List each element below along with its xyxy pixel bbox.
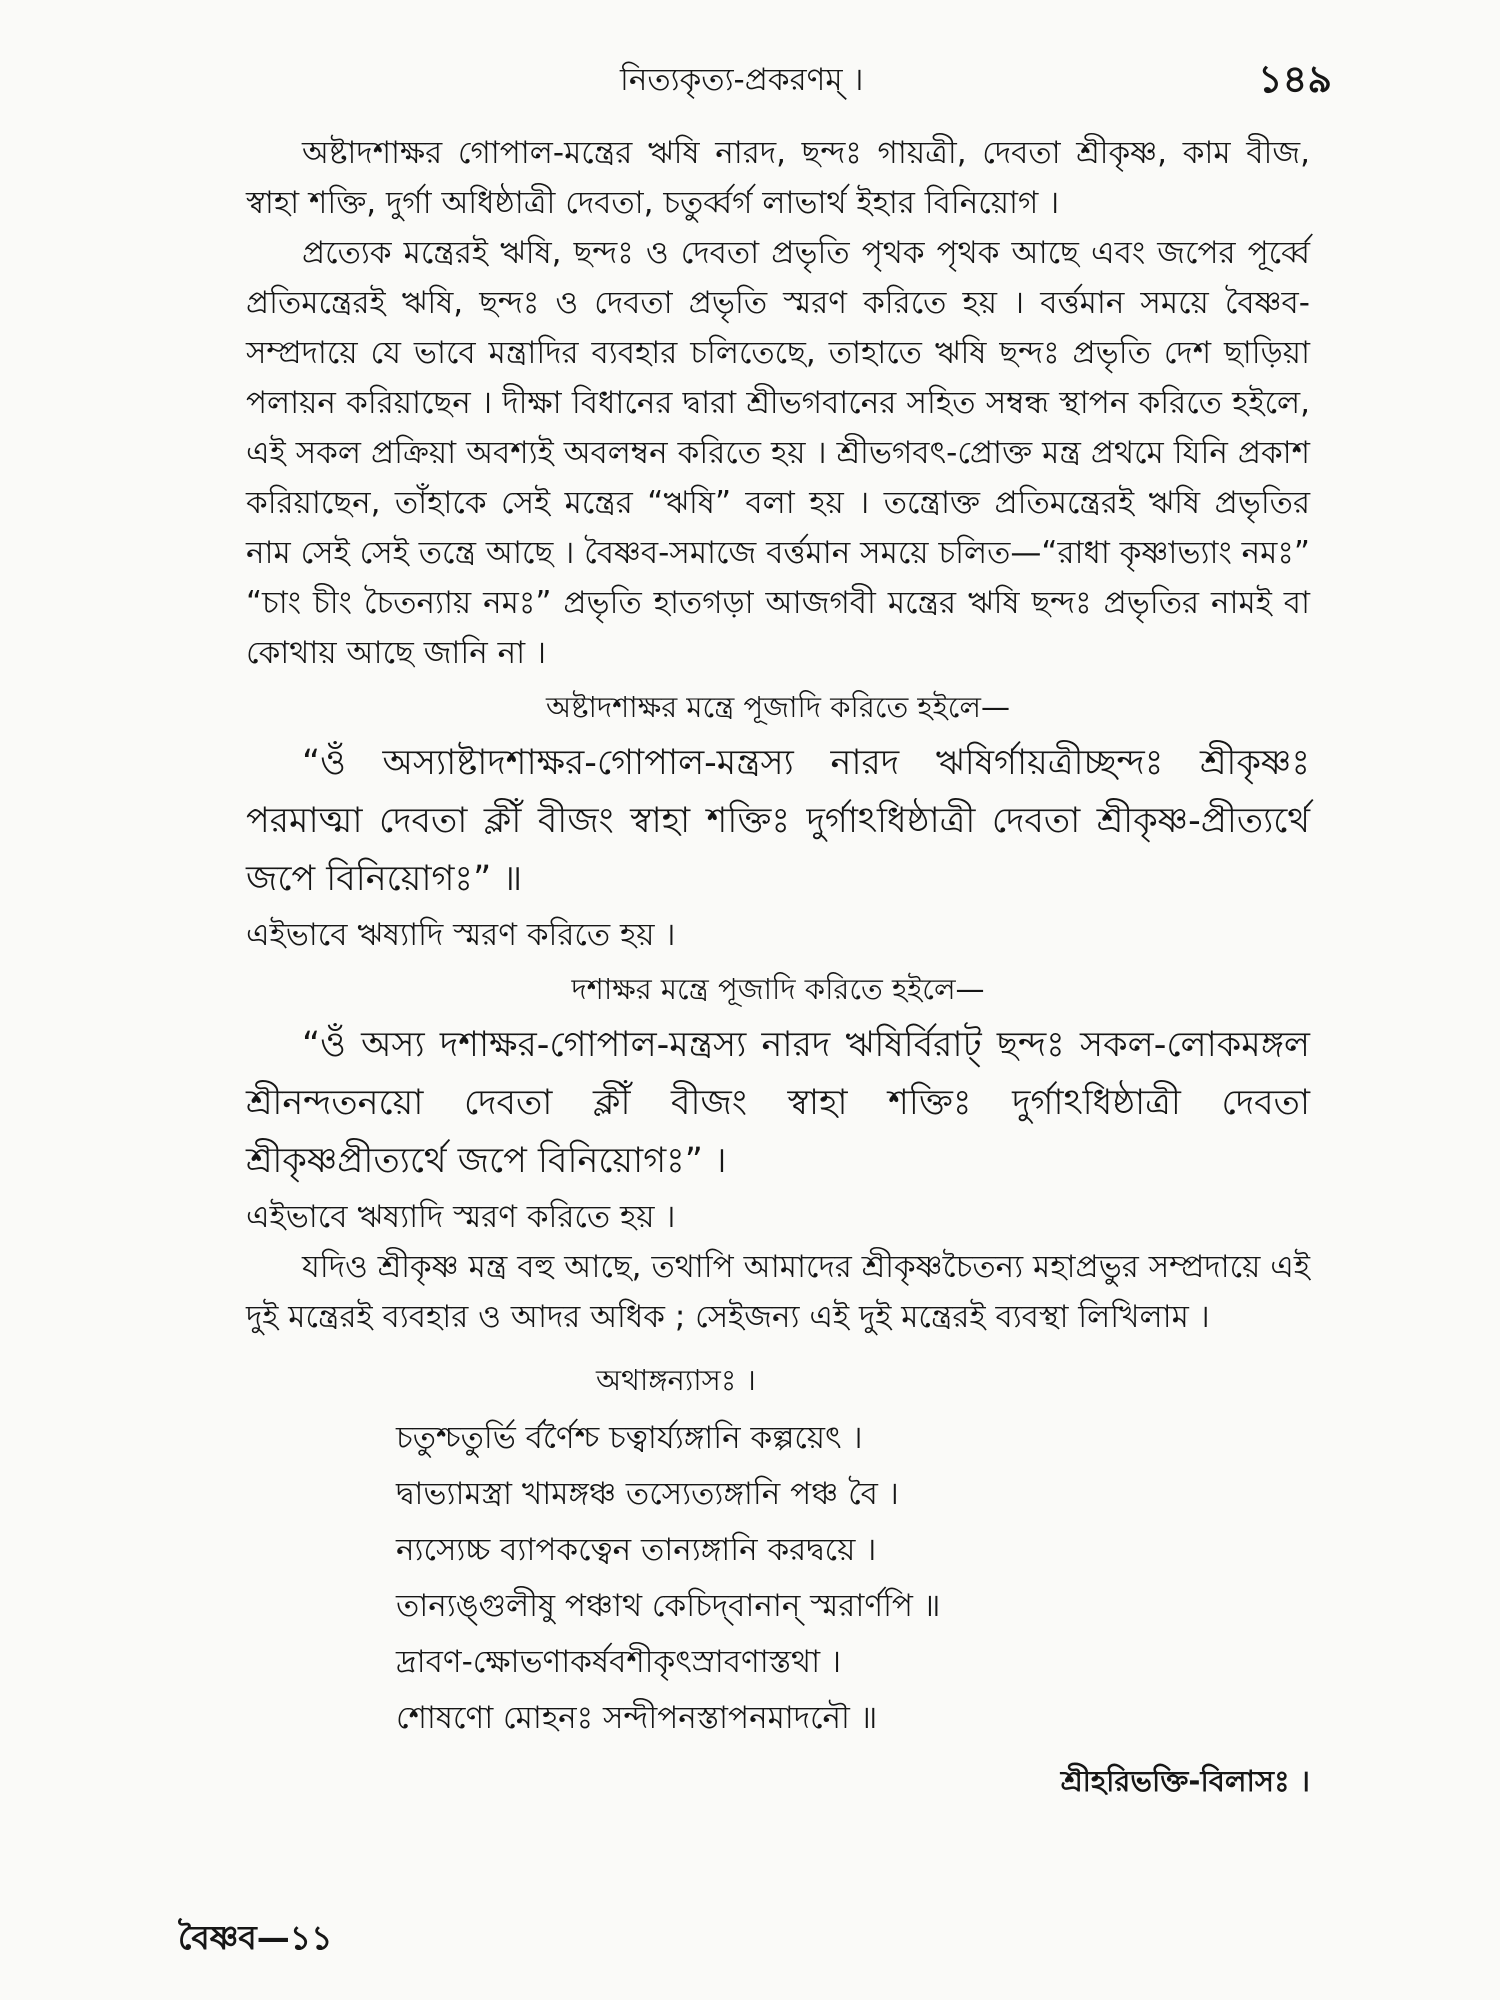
verse-heading: অথাঙ্গন্যাসঃ । [596, 1363, 756, 1397]
note-rishi-remembrance: এইভাবে ঋষ্যাদি স্মরণ করিতে হয় । [246, 1199, 676, 1235]
section-heading-eighteen-syllable: অষ্টাদশাক্ষর মন্ত্রে পূজাদি করিতে হইলে— [545, 690, 1011, 724]
mantra-ten-syllable: “ওঁ অস্য দশাক্ষর-গোপাল-মন্ত্রস্য নারদ ঋষির্বিরাট্ ছন্দঃ সকল-লোকমঙ্গল শ্রীনন্দতনয়ো দেবতা ক্লীঁ বীজং স্বাহা শক্তিঃ দুর্গাঽধিষ্ঠাত্রী দেবতা শ্রীকৃষ্ণপ্রীত্যর্থে জপে বিনিয়োগঃ” । [246, 1025, 1310, 1181]
running-title: নিত্যকৃত্য-প্রকরণম্ । [620, 62, 864, 98]
mantra-eighteen-syllable: “ওঁ অস্যাষ্টাদশাক্ষর-গোপাল-মন্ত্রস্য নারদ ঋষির্গায়ত্রীচ্ছন্দঃ শ্রীকৃষ্ণঃ পরমাত্মা দেবতা ক্লীঁ বীজং স্বাহা শক্তিঃ দুর্গাঽধিষ্ঠাত্রী দেবতা শ্রীকৃষ্ণ-প্রীত্যর্থে জপে বিনিয়োগঃ” ॥ [246, 743, 1310, 899]
verse-attribution: শ্রীহরিভক্তি-বিলাসঃ । [1060, 1764, 1310, 1798]
paragraph-closing: যদিও শ্রীকৃষ্ণ মন্ত্র বহু আছে, তথাপি আমাদের শ্রীকৃষ্ণচৈতন্য মহাপ্রভুর সম্প্রদায়ে এই দুই মন্ত্রেরই ব্যবহার ও আদর অধিক ; সেইজন্য এই দুই মন্ত্রেরই ব্যবস্থা লিখিলাম । [246, 1249, 1310, 1335]
running-head [0, 48, 1500, 108]
verse-block [396, 1356, 1310, 1746]
verse-line: ন্যস্যেচ্চ ব্যাপকত্বেন তান্যঙ্গানি করদ্বয়ে । [396, 1532, 877, 1568]
verse-line: দ্রাবণ-ক্ষোভণাকর্ষবশীকৃৎস্রাবণাস্তথা । [396, 1644, 842, 1680]
verse-line: তান্যঙ্গুলীষু পঞ্চাথ কেচিদ্‌বানান্ স্মরার্ণপি ॥ [396, 1588, 941, 1624]
page-number: ১৪৯ [1258, 57, 1332, 101]
paragraph-rishi-intro: অষ্টাদশাক্ষর গোপাল-মন্ত্রের ঋষি নারদ, ছন্দঃ গায়ত্রী, দেবতা শ্রীকৃষ্ণ, কাম বীজ, স্বাহা শক্তি, দুর্গা অধিষ্ঠাত্রী দেবতা, চতুর্ব্বর্গ লাভার্থ ইহার বিনিয়োগ । [246, 135, 1310, 221]
verse-line: চতুশ্চতুর্ভি র্বর্ণৈশ্চ চত্বার্য্যঙ্গানি কল্পয়েৎ । [396, 1420, 863, 1456]
verse-line: শোষণো মোহনঃ সন্দীপনস্তাপনমাদনৌ ॥ [396, 1700, 878, 1736]
verse-line: দ্বাভ্যামস্ত্রা খামঙ্গঞ্চ তস্যেত্যঙ্গানি পঞ্চ বৈ । [396, 1476, 899, 1512]
spacer [246, 1342, 1310, 1352]
section-heading-ten-syllable: দশাক্ষর মন্ত্রে পূজাদি করিতে হইলে— [571, 972, 985, 1006]
note-rishi-remembrance: এইভাবে ঋষ্যাদি স্মরণ করিতে হয় । [246, 917, 676, 953]
body-text [246, 128, 1310, 1806]
paragraph-rishi-explanation: প্রত্যেক মন্ত্রেরই ঋষি, ছন্দঃ ও দেবতা প্রভৃতি পৃথক পৃথক আছে এবং জপের পূর্ব্বে প্রতিমন্ত্রেরই ঋষি, ছন্দঃ ও দেবতা প্রভৃতি স্মরণ করিতে হয় । বর্ত্তমান সময়ে বৈষ্ণব-সম্প্রদায়ে যে ভাবে মন্ত্রাদির ব্যবহার চলিতেছে, তাহাতে ঋষি ছন্দঃ প্রভৃতি দেশ ছাড়িয়া পলায়ন করিয়াছেন । দীক্ষা বিধানের দ্বারা শ্রীভগবানের সহিত সম্বন্ধ স্থাপন করিতে হইলে, এই সকল প্রক্রিয়া অবশ্যই অবলম্বন করিতে হয় । শ্রীভগবৎ-প্রোক্ত মন্ত্র প্রথমে যিনি প্রকাশ করিয়াছেন, তাঁহাকে সেই মন্ত্রের “ঋষি” বলা হয় । তন্ত্রোক্ত প্রতিমন্ত্রেরই ঋষি প্রভৃতির নাম সেই সেই তন্ত্রে আছে । বৈষ্ণব-সমাজে বর্ত্তমান সময়ে চলিত—“রাধা কৃষ্ণাভ্যাং নমঃ” “চাং চীং চৈতন্যায় নমঃ” প্রভৃতি হাতগড়া আজগবী মন্ত্রের ঋষি ছন্দঃ প্রভৃতির নামই বা কোথায় আছে জানি না । [246, 235, 1310, 671]
footer-signature: বৈষ্ণব—১১ [178, 1918, 333, 1957]
